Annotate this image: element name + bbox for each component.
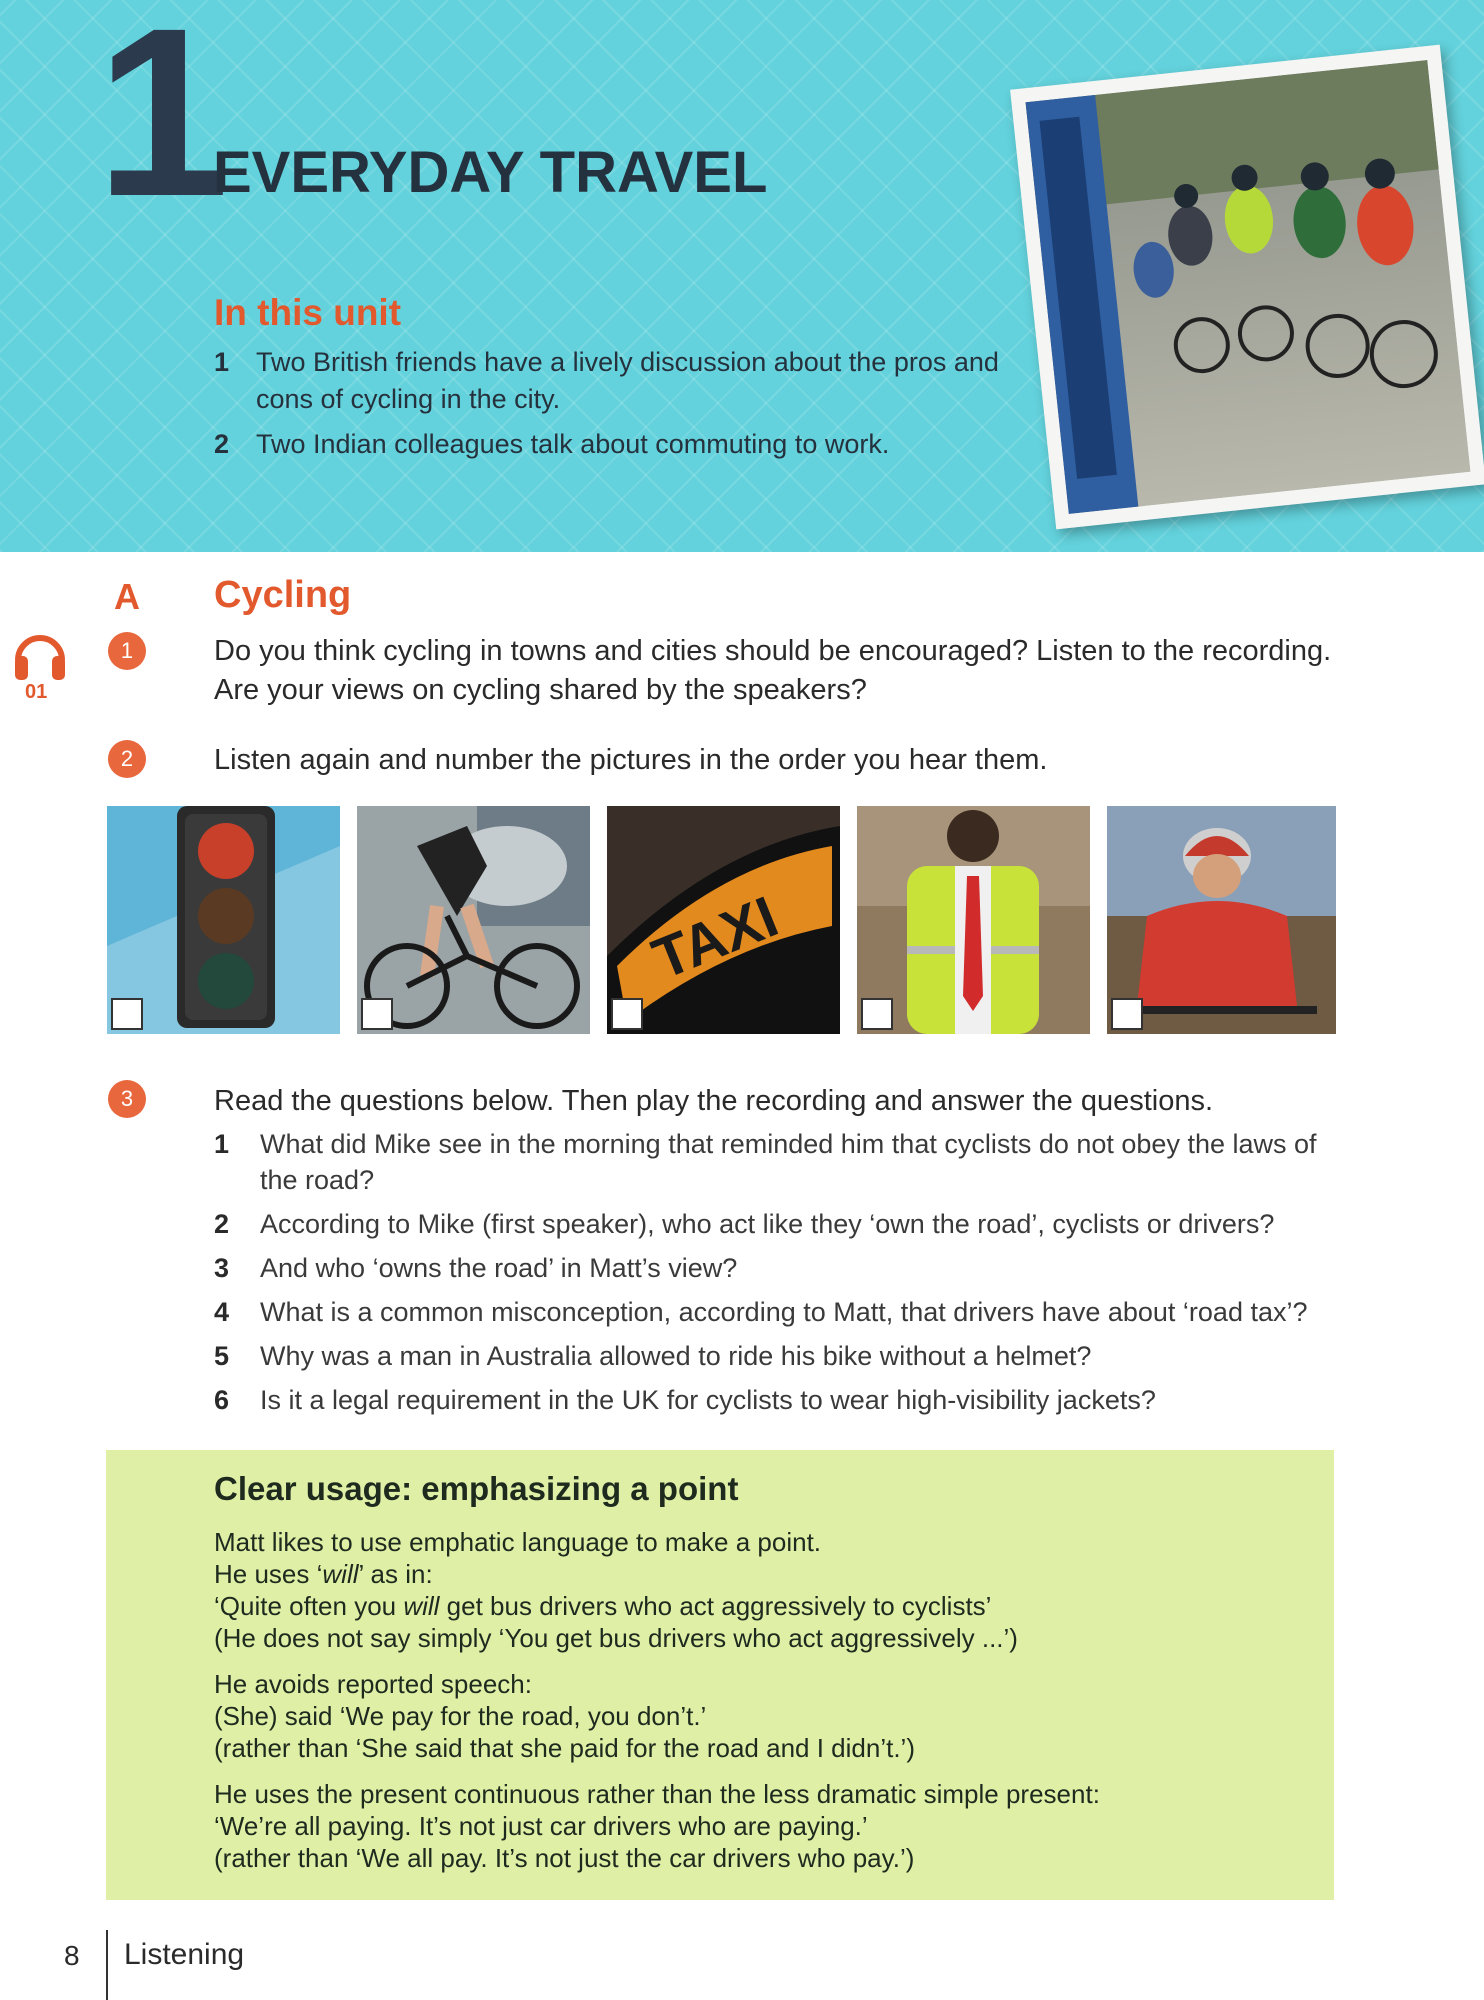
question-item bbox=[214, 1338, 1344, 1374]
picture-number-box[interactable] bbox=[861, 998, 893, 1030]
question-item bbox=[214, 1206, 1344, 1242]
question-number: 4 bbox=[214, 1297, 230, 1327]
question-item bbox=[214, 1250, 1344, 1286]
question-text: Is it a legal requirement in the UK for cyclists to wear high-visibility jackets? bbox=[260, 1385, 1156, 1415]
footer-section-label: Listening bbox=[124, 1938, 245, 1971]
question-text: What is a common misconception, according to Matt, that drivers have about ‘road tax’? bbox=[260, 1297, 1308, 1327]
usage-text: get bus drivers who act aggressively to cyclists’ bbox=[439, 1591, 992, 1621]
exercise-number-badge: 2 bbox=[108, 740, 146, 778]
usage-text: He uses ‘ bbox=[214, 1559, 323, 1589]
unit-overview-list bbox=[214, 344, 1034, 471]
svg-text:TAXI: TAXI bbox=[643, 883, 787, 993]
usage-text: ‘Quite often you bbox=[214, 1591, 404, 1621]
in-this-unit-heading: In this unit bbox=[214, 292, 402, 333]
item-number: 2 bbox=[214, 429, 230, 459]
item-number: 1 bbox=[214, 347, 230, 377]
usage-will-line bbox=[214, 1558, 1314, 1590]
picture-man-in-high-visibility-jacket bbox=[857, 806, 1090, 1034]
usage-example: (She) said ‘We pay for the road, you don’t.’ bbox=[214, 1701, 707, 1731]
question-item bbox=[214, 1126, 1344, 1198]
question-text: What did Mike see in the morning that reminded him that cyclists do not obey the laws of the road? bbox=[260, 1129, 1317, 1195]
unit-number: 1 bbox=[96, 0, 220, 246]
exercise-number-badge: 3 bbox=[108, 1080, 146, 1118]
usage-note: (He does not say simply ‘You get bus drivers who act aggressively ...’) bbox=[214, 1623, 1018, 1653]
usage-note: (rather than ‘We all pay. It’s not just the car drivers who pay.’) bbox=[214, 1843, 915, 1873]
question-text: And who ‘owns the road’ in Matt’s view? bbox=[260, 1253, 738, 1283]
usage-intro: Matt likes to use emphatic language to make a point. bbox=[214, 1527, 822, 1557]
question-number: 2 bbox=[214, 1209, 230, 1239]
usage-emphasis: will bbox=[403, 1591, 440, 1621]
picture-cyclist-in-traffic bbox=[357, 806, 590, 1034]
question-list bbox=[214, 1126, 1344, 1426]
usage-reported-heading: He avoids reported speech: bbox=[214, 1669, 532, 1699]
usage-note: (rather than ‘She said that she paid for the road and I didn’t.’) bbox=[214, 1733, 915, 1763]
item-text: Two British friends have a lively discussion about the pros and cons of cycling in the city. bbox=[256, 347, 999, 414]
question-item bbox=[214, 1382, 1344, 1418]
exercise-1-instruction: Do you think cycling in towns and cities should be encouraged? Listen to the recording. Are your views on cycling shared by the speakers? bbox=[214, 635, 1332, 706]
page-number: 8 bbox=[64, 1940, 80, 1971]
picture-number-box[interactable] bbox=[611, 998, 643, 1030]
usage-body bbox=[214, 1526, 1314, 1874]
footer-divider bbox=[106, 1930, 108, 2000]
question-number: 5 bbox=[214, 1341, 230, 1371]
exercise-2-instruction: Listen again and number the pictures in the order you hear them. bbox=[214, 744, 1048, 776]
exercise-3-instruction: Read the questions below. Then play the recording and answer the questions. bbox=[214, 1085, 1214, 1117]
question-number: 1 bbox=[214, 1129, 230, 1159]
picture-traffic-light bbox=[107, 806, 340, 1034]
question-text: Why was a man in Australia allowed to ride his bike without a helmet? bbox=[260, 1341, 1092, 1371]
question-text: According to Mike (first speaker), who act like they ‘own the road’, cyclists or drivers? bbox=[260, 1209, 1275, 1239]
unit-overview-item bbox=[214, 426, 1034, 463]
usage-emphasis: will bbox=[322, 1559, 359, 1589]
clear-usage-box bbox=[106, 1450, 1334, 1900]
picture-number-box[interactable] bbox=[111, 998, 143, 1030]
unit-banner bbox=[0, 0, 1484, 552]
exercise-number-badge: 1 bbox=[108, 632, 146, 670]
audio-track-number: 01 bbox=[25, 681, 48, 703]
usage-continuous-heading: He uses the present continuous rather than the less dramatic simple present: bbox=[214, 1779, 1100, 1809]
unit-overview-item bbox=[214, 344, 1034, 418]
usage-title: Clear usage: emphasizing a point bbox=[214, 1470, 739, 1507]
section-title: Cycling bbox=[214, 574, 352, 616]
picture-number-box[interactable] bbox=[1111, 998, 1143, 1030]
cyclists-photo-image bbox=[1025, 60, 1470, 514]
unit-title: EVERYDAY TRAVEL bbox=[213, 140, 768, 205]
item-text: Two Indian colleagues talk about commuting to work. bbox=[256, 429, 890, 459]
usage-example bbox=[214, 1590, 1314, 1622]
cyclists-photo bbox=[1010, 45, 1484, 530]
question-item bbox=[214, 1294, 1344, 1330]
picture-taxi-sign bbox=[607, 806, 840, 1034]
question-number: 3 bbox=[214, 1253, 230, 1283]
picture-cyclist-with-helmet bbox=[1107, 806, 1336, 1034]
section-letter: A bbox=[114, 576, 140, 617]
picture-number-box[interactable] bbox=[361, 998, 393, 1030]
question-number: 6 bbox=[214, 1385, 230, 1415]
headphones-icon[interactable] bbox=[12, 624, 68, 684]
usage-text: ’ as in: bbox=[358, 1559, 433, 1589]
usage-example: ‘We’re all paying. It’s not just car drivers who are paying.’ bbox=[214, 1811, 868, 1841]
